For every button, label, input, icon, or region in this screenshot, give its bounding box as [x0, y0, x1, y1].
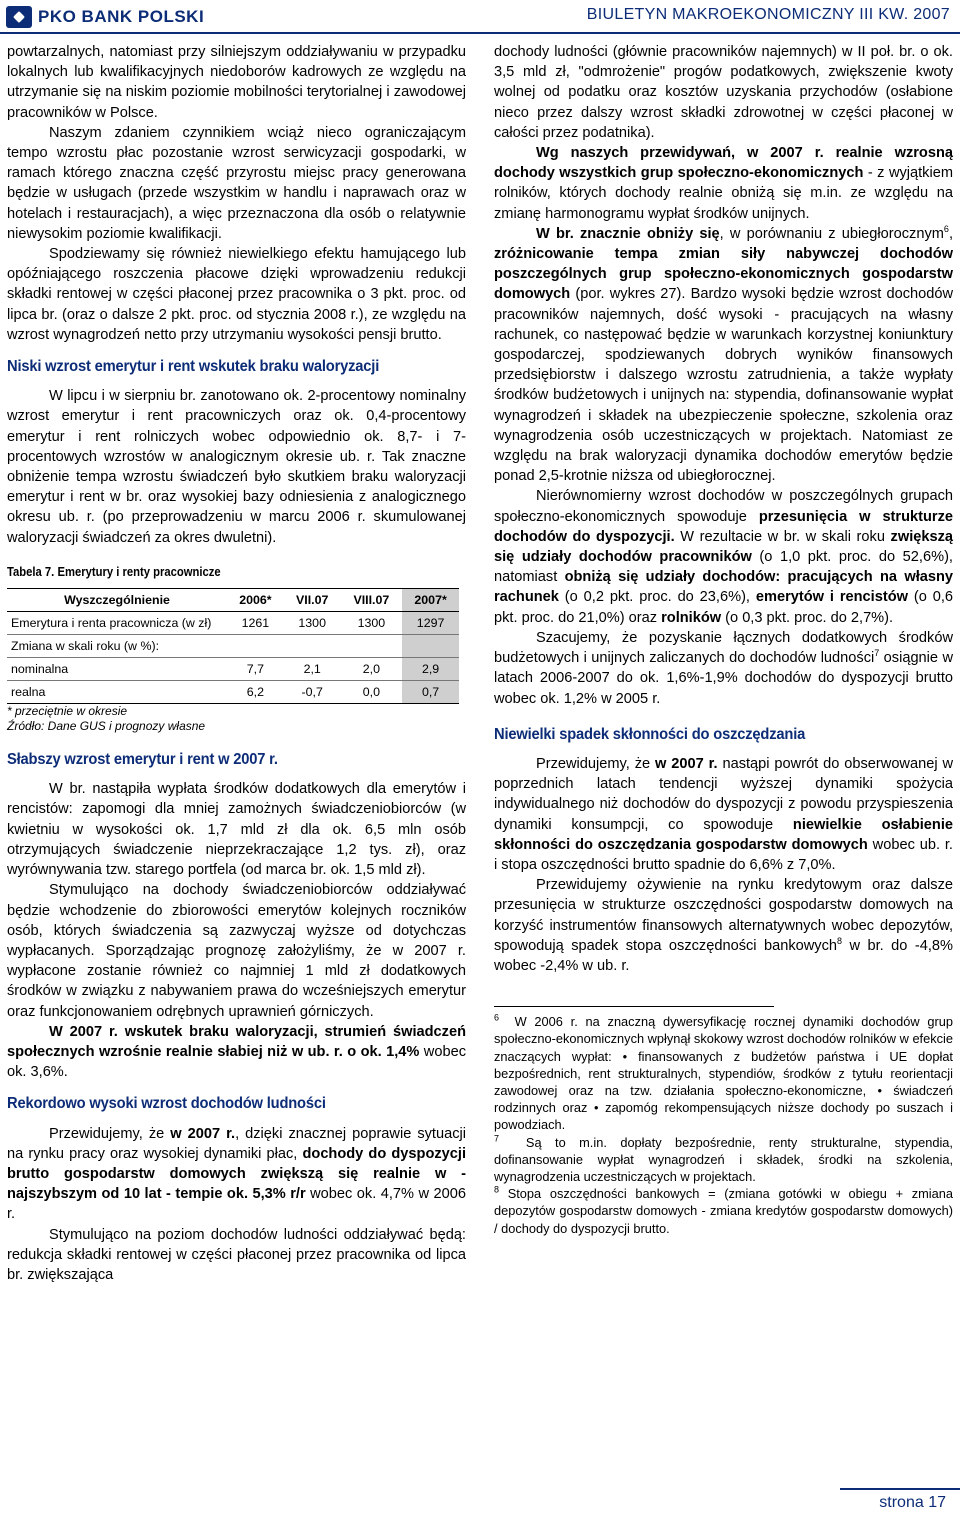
paragraph	[494, 875, 953, 976]
table-cell: 0,0	[341, 681, 403, 704]
section-heading: Niewielki spadek skłonności do oszczędzania	[494, 725, 806, 743]
text: Przewidujemy, że	[536, 755, 656, 772]
table-cell: 7,7	[227, 658, 284, 681]
footnote-rule	[494, 1006, 774, 1007]
text: - z wyjątkiem rolników, których dochody realnie obniżą się m.in. ze względu na zmianę harmonogramu wypłat środków unijnych.	[494, 165, 953, 222]
bold-text: zwiększą się udziały dochodów pracowników	[494, 528, 954, 566]
left-column	[7, 42, 466, 1285]
table-cell: 1300	[284, 612, 341, 635]
footnote-number: 7	[494, 1133, 500, 1144]
text: nastąpi powrót do obserwowanej w poprzednich latach tendencji wyższej dynamiki spożycia indywidualnego niż dochodów do dyspozycji z powodu przyspieszenia dynamiki konsumpcji, co spowoduje	[494, 755, 954, 833]
footnote-ref: 8	[837, 935, 843, 946]
paragraph: powtarzalnych, natomiast przy silniejszym oddziaływaniu w przypadku lokalnych lub kwalifikacyjnych niedoborów kadrowych ze względu na utrzymanie się na niskim poziomie mobilności terytorialnej i zawodowej pracowników w Polsce.	[7, 44, 466, 121]
footnote-text: Są to m.in. dopłaty bezpośrednie, renty strukturalne, stypendia, dofinansowanie wypłat wynagrodzeń i składek, środki na szkolenia, wynagrodzenia uczestniczących w projektach.	[494, 1134, 953, 1184]
paragraph	[494, 143, 953, 224]
footer-rule	[840, 1488, 960, 1490]
bold-text: obniżą się udziały dochodów: pracujących na własny rachunek	[494, 569, 954, 606]
footnote-ref: 6	[943, 223, 949, 234]
table-row	[7, 681, 459, 704]
footnote-text: W 2006 r. na znaczną dywersyfikację rocznej dynamiki dochodów grup społeczno-ekonomicznych wpłynął skokowy wzrost dochodów rolników w efekcie znaczących wypłat: • finansowanych z budżetów państwa i UE dopłat bezpośrednich, rent strukturalnych, stypendiów, środków z tytułu reorientacji zawodowej oraz na tzw. działania społeczno-ekonomiczne, • świadczeń rodzinnych oraz • zapomóg rekompensujących niższe dochody po suszach i powodziach.	[494, 1014, 953, 1133]
text: (o 0,3 pkt. proc. do 2,7%).	[721, 609, 894, 626]
table-header-row	[7, 589, 459, 612]
bank-logo	[6, 6, 204, 28]
text: (o 0,6 pkt. proc. do 21,0%) oraz	[494, 589, 954, 626]
bold-text: dochody do dyspozycji brutto gospodarstw domowych zwiększą się realnie w - najszybszym od 10 lat - tempie ok. 5,3% r/r	[7, 1145, 466, 1203]
table-row	[7, 658, 459, 681]
paragraph: Spodziewamy się również niewielkiego efektu hamującego lub opóźniającego roszczenia płacowe dzięki wprowadzeniu redukcji składki rentowej w części płaconej przez pracownika o 3 pkt. proc. od lipca br. (oraz o dalsze 2 pkt. proc. od stycznia 2008 r.), ze względu na wzrost wynagrodzeń netto przy utrzymaniu wysokości pensji brutto.	[7, 246, 466, 343]
bold-text: W 2007 r. wskutek braku waloryzacji, strumień świadczeń społecznych wzrośnie realnie słabiej niż w ub. r. o ok. 1,4%	[7, 1023, 466, 1060]
paragraph	[494, 486, 953, 627]
right-column	[494, 42, 953, 1237]
bold-text: przesunięcia w strukturze dochodów do dyspozycji.	[494, 508, 953, 545]
table-cell: Emerytura i renta pracownicza (w zł)	[7, 612, 227, 635]
paragraph	[7, 1124, 466, 1225]
table-header-cell: VII.07	[284, 589, 341, 612]
bulletin-title: BIULETYN MAKROEKONOMICZNY III KW. 2007	[586, 6, 950, 23]
page-header	[0, 0, 960, 34]
footnote	[494, 1134, 953, 1186]
footnote-ref: 7	[874, 648, 880, 659]
text: wobec ub. r. i stopa oszczędności brutto spadnie do 6,6% z 7,0%.	[494, 836, 953, 873]
table-cell: 2,0	[341, 658, 403, 681]
paragraph	[494, 628, 953, 709]
text: w br. do -4,8% wobec -2,4% w ub. r.	[494, 937, 954, 974]
bold-text: W br. znacznie obniży się	[536, 225, 720, 242]
footnote-number: 6	[494, 1012, 500, 1023]
table-row	[7, 635, 459, 658]
pko-logo-icon	[6, 6, 32, 28]
logo-text: PKO BANK POLSKI	[38, 7, 205, 26]
paragraph: dochody ludności (głównie pracowników najemnych) w II poł. br. o ok. 3,5 mld zł, "odmrożenie" progów podatkowych, zwiększenie kwoty wolnej od podatku oraz kosztów uzyskania przychodów (osłabione nieco przez dalszy wzrost składki zdrowotnej w części płaconej w całości przez podatnika).	[494, 44, 953, 141]
table-header-cell: 2006*	[227, 589, 284, 612]
table-cell: -0,7	[284, 681, 341, 704]
footnote	[494, 1013, 953, 1133]
paragraph: Stymulująco na poziom dochodów ludności oddziaływać będą: redukcja składki rentowej w części płaconej przez pracownika od lipca br. zwiększająca	[7, 1226, 466, 1283]
paragraph	[494, 754, 953, 875]
table-source: Źródło: Dane GUS i prognozy własne	[7, 719, 206, 734]
table-cell: 0,7	[402, 681, 459, 704]
text: (o 0,2 pkt. proc. do 23,6%),	[558, 589, 756, 606]
footnote-number: 8	[494, 1184, 500, 1195]
header-rule	[0, 32, 960, 34]
text: wobec ok. 4,7% w 2006 r.	[7, 1186, 466, 1223]
table-cell: 1300	[341, 612, 403, 635]
text: Nierównomierny wzrost dochodów w poszczególnych grupach społeczno-ekonomicznych spowoduje	[494, 488, 953, 525]
bold-text: zróżnicowanie tempa zmian siły nabywczej dochodów poszczególnych grup społeczno-ekonomicznych gospodarstw domowych	[494, 246, 953, 303]
bold-text: w 2007 r.	[170, 1125, 236, 1142]
paragraph	[7, 1022, 466, 1083]
bold-text: w 2007 r.	[655, 755, 718, 772]
table-cell: Zmiana w skali roku (w %):	[7, 635, 227, 658]
table-cell: nominalna	[7, 658, 227, 681]
section-heading: Niski wzrost emerytur i rent wskutek braku waloryzacji	[7, 358, 380, 376]
paragraph: Naszym zdaniem czynnikiem wciąż nieco ograniczającym tempo wzrostu płac pozostanie wzrost serwicyzacji gospodarki, w ramach którego znaczna część przyrostu miejsc pracy generowana będzie w usługach (przede wszystkim w handlu i naprawach oraz w hotelach i restauracjach), a więc przeznaczona dla osób o relatywnie niewysokim poziomie kwalifikacji.	[7, 124, 466, 242]
paragraph	[494, 224, 953, 487]
text: , dzięki znacznej poprawie sytuacji na rynku pracy oraz wysokiej dynamiki płac,	[7, 1125, 466, 1162]
paragraph: W br. nastąpiła wypłata środków dodatkowych dla emerytów i rencistów: zapomogi dla mniej zamożnych świadczeniobiorców (w kwietniu w wysokości ok. 1,7 mld zł dla ok. 6,5 mln osób otrzymujących świadczenie nieprzekraczające 1,2 tys. zł), oraz wyrównywania tzw. starego portfela (od marca br. ok. 1,5 mld zł).	[7, 781, 466, 879]
bold-text: Wg naszych przewidywań, w 2007 r. realnie wzrosną dochody wszystkich grup społeczno-ekonomicznych	[494, 145, 953, 182]
table-cell: 2,1	[284, 658, 341, 681]
table-cell: 6,2	[227, 681, 284, 704]
bold-text: rolników	[661, 609, 722, 626]
table-header-cell: Wyszczególnienie	[7, 589, 227, 612]
table-cell: 2,9	[402, 658, 459, 681]
text: W rezultacie w br. w skali roku	[674, 528, 891, 545]
table-row	[7, 612, 459, 635]
bold-text: niewielkie osłabienie skłonności do oszczędzania gospodarstw domowych	[494, 816, 953, 853]
table-header-cell: VIII.07	[341, 589, 403, 612]
text: , w porównaniu z ubiegłorocznym	[719, 225, 944, 242]
text: (o 1,0 pkt. proc. do 52,6%), natomiast	[494, 549, 953, 586]
table-cell: 1297	[402, 612, 459, 635]
paragraph: Stymulująco na dochody świadczeniobiorców oddziaływać będzie wchodzenie do zbiorowości emerytów kolejnych roczników osób, których świadczenia są zazwyczaj wyższe od dotychczas wypłacanych. Sporządzając prognozę założyliśmy, że w 2007 r. wypłacone zostanie również co najmniej 1 mld zł dodatkowych środków w związku z nabywaniem prawa do wcześniejszych emerytur oraz funkcjonowaniem odrębnych uprawnień górniczych.	[7, 882, 466, 1020]
bold-text: emerytów i rencistów	[755, 589, 908, 606]
table-header-cell: 2007*	[402, 589, 459, 612]
section-heading: Słabszy wzrost emerytur i rent w 2007 r.	[7, 751, 278, 769]
footnote	[494, 1185, 953, 1237]
text: Przewidujemy ożywienie na rynku kredytowym oraz dalsze przesunięcia w strukturze oszczędności gospodarstw domowych na korzyść instrumentów finansowych alternatywnych wobec depozytów, spowodują spadek stopa oszczędności bankowych	[494, 877, 953, 954]
table-caption: Tabela 7. Emerytury i renty pracownicze	[7, 564, 221, 579]
text: ,	[948, 225, 953, 242]
text: Przewidujemy, że	[49, 1125, 171, 1142]
table-cell: 1261	[227, 612, 284, 635]
text: osiągnie w latach 2006-2007 do ok. 1,6%-1,9% dochodów do dyspozycji brutto wobec ok. 1,2% w 2005 r.	[494, 650, 953, 707]
section-heading: Rekordowo wysoki wzrost dochodów ludności	[7, 1095, 326, 1113]
text: (por. wykres 27). Bardzo wysoki będzie wzrost dochodów pracowników najemnych, dość wysoki - pracujących na własny rachunek, co następować będzie w warunkach korzystnej koniunktury gospodarczej, spodziewanych dobrych wyników finansowych przedsiębiorstw i dalszego wzrostu zatrudnienia, a także wypłaty środków budżetowych i unijnych na: stypendia, dofinansowanie wypłat wynagrodzeń i składek na ubezpieczenie społeczne, szkolenia oraz wynagrodzenia osób uczestniczących w projektach. Natomiast ze względu na brak waloryzacji dynamika dochodów emerytów będzie ponad 2,5-krotnie niższa od ubiegłorocznej.	[494, 286, 953, 485]
pension-table	[7, 588, 459, 704]
text: Szacujemy, że pozyskanie łącznych dodatkowych środków budżetowych i unijnych zaliczanych do dochodów ludności	[494, 629, 953, 667]
footnote-text: Stopa oszczędności bankowych = (zmiana gotówki w obiegu + zmiana depozytów gospodarstw domowych - zmiana kredytów gospodarstw domowych) / dochody do dyspozycji brutto.	[494, 1186, 953, 1236]
page-number: strona 17	[879, 1494, 946, 1511]
text: wobec ok. 3,6%.	[7, 1043, 466, 1081]
paragraph: W lipcu i w sierpniu br. zanotowano ok. 2-procentowy nominalny wzrost emerytur i rent pracowniczych oraz ok. 0,4-procentowy emerytur i rent rolniczych wobec odpowiednio ok. 8,7- i 7-procentowych wzrostów w analogicznym okresie ub. r. Tak znaczne obniżenie tempa wzrostu świadczeń było skutkiem braku waloryzacji emerytur i rent w br. oraz wysokiej bazy odniesienia z analogicznego okresu ub. r. (po przeprowadzeniu w marcu 2006 r. skumulowanej waloryzacji świadczeń za okres dwuletni).	[7, 388, 466, 546]
table-cell: realna	[7, 681, 227, 704]
table-note: * przeciętnie w okresie	[7, 704, 128, 719]
